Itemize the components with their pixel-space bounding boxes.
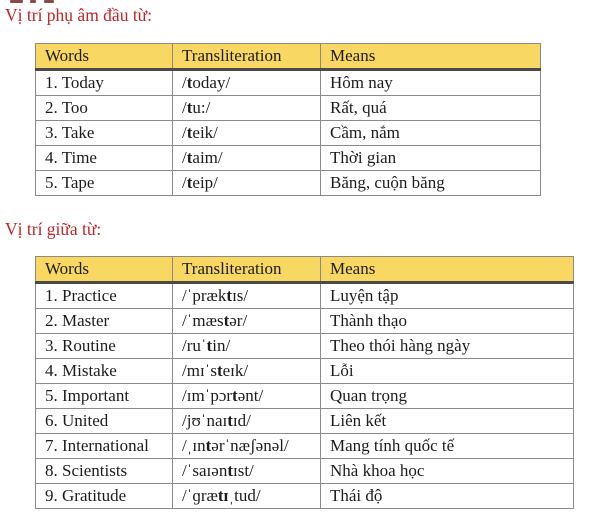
translit-segment-post: in/ [212,336,231,355]
word-cell: 3. Routine [36,334,173,359]
word-cell: 8. Scientists [36,459,173,484]
table-row [36,409,574,434]
means-cell: Lỗi [321,359,574,384]
translit-segment-bold: t [186,148,193,167]
translit-segment-post: eip/ [192,173,218,192]
word-cell: 7. International [36,434,173,459]
table-row [36,96,541,121]
translit-segment-post: ɪs/ [232,286,249,305]
word-cell: 1. Practice [36,283,173,309]
translit-segment-bold: t [186,73,193,92]
table-row [36,283,574,309]
table-row [36,484,574,509]
vocab-table-initial-position [35,43,541,196]
translit-segment-post: ənt/ [237,386,264,405]
translit-segment-post: oday/ [192,73,231,92]
translit-segment-bold: t [227,411,233,430]
means-cell: Nhà khoa học [321,459,574,484]
translit-segment-post: ɪst/ [233,461,254,480]
translit-segment-post: u:/ [192,98,211,117]
translit-segment-bold: t [186,173,193,192]
column-header-transliteration: Transliteration [173,44,321,70]
means-cell: Cầm, nắm [321,121,541,146]
translit-segment-bold: t [206,336,213,355]
means-cell: Thái độ [321,484,574,509]
translit-segment-pre: /ruˈ [182,336,207,355]
means-cell: Rất, quá [321,96,541,121]
table-header-row [36,257,574,283]
translit-segment-post: ər/ [229,311,248,330]
translit-segment-bold: t [226,286,233,305]
word-cell: 5. Tape [36,171,173,196]
transliteration-cell [173,384,321,409]
translit-segment-post: eɪk/ [222,361,249,380]
means-cell: Theo thói hàng ngày [321,334,574,359]
transliteration-cell [173,484,321,509]
word-cell: 1. Today [36,70,173,96]
translit-segment-post: ɪd/ [232,411,251,430]
translit-segment-pre: / [182,98,187,117]
translit-segment-bold: t [186,98,193,117]
column-header-means: Means [321,257,574,283]
means-cell: Hôm nay [321,70,541,96]
section-heading-initial-position: Vị trí phụ âm đầu từ: [5,5,153,25]
translit-segment-pre: /ˌɪn [182,436,206,455]
table-row [36,334,574,359]
word-cell: 9. Gratitude [36,484,173,509]
word-cell: 2. Too [36,96,173,121]
transliteration-cell [173,171,321,196]
transliteration-cell [173,409,321,434]
table-row [36,171,541,196]
means-cell: Liên kết [321,409,574,434]
transliteration-cell [173,434,321,459]
translit-segment-pre: /ˈpræk [182,286,227,305]
table-row [36,459,574,484]
transliteration-cell [173,96,321,121]
column-header-words: Words [36,257,173,283]
table-row [36,121,541,146]
word-cell: 3. Take [36,121,173,146]
translit-segment-post: ˌtud/ [228,486,261,505]
translit-segment-pre: /ˈmæs [182,311,224,330]
translit-segment-post: eik/ [192,123,218,142]
translit-segment-pre: /ˈsaɪən [182,461,228,480]
translit-segment-bold: tɪ [217,486,229,505]
means-cell: Băng, cuộn băng [321,171,541,196]
column-header-transliteration: Transliteration [173,257,321,283]
table-row [36,434,574,459]
transliteration-cell [173,121,321,146]
transliteration-cell [173,359,321,384]
transliteration-cell [173,283,321,309]
column-header-means: Means [321,44,541,70]
translit-segment-post: ərˈnæʃənəl/ [211,436,289,455]
means-cell: Thành thạo [321,309,574,334]
translit-segment-bold: t [232,386,238,405]
translit-segment-pre: / [182,123,187,142]
translit-segment-pre: /ɪmˈpɔr [182,386,233,405]
transliteration-cell [173,334,321,359]
means-cell: Quan trọng [321,384,574,409]
table-row [36,359,574,384]
translit-segment-pre: / [182,173,187,192]
translit-segment-pre: / [182,73,187,92]
means-cell: Luyện tập [321,283,574,309]
table-row [36,384,574,409]
translit-segment-pre: /ˈɡræ [182,486,218,505]
translit-segment-bold: t [227,461,233,480]
table-header-row [36,44,541,70]
translit-segment-bold: t [216,361,223,380]
word-cell: 4. Mistake [36,359,173,384]
section-heading-middle-position: Vị trí giữa từ: [5,219,102,239]
table-row [36,309,574,334]
translit-segment-pre: /mɪˈs [182,361,217,380]
transliteration-cell [173,146,321,171]
translit-segment-post: aim/ [192,148,223,167]
translit-segment-pre: / [182,148,187,167]
word-cell: 6. United [36,409,173,434]
translit-segment-bold: t [223,311,230,330]
transliteration-cell [173,459,321,484]
table-row [36,70,541,96]
means-cell: Thời gian [321,146,541,171]
translit-segment-bold: t [186,123,193,142]
word-cell: 5. Important [36,384,173,409]
vocab-table-middle-position [35,256,574,509]
transliteration-cell [173,70,321,96]
table-row [36,146,541,171]
means-cell: Mang tính quốc tế [321,434,574,459]
transliteration-cell [173,309,321,334]
translit-segment-pre: /jʊˈnaɪ [182,411,228,430]
translit-segment-bold: t [205,436,212,455]
column-header-words: Words [36,44,173,70]
word-cell: 2. Master [36,309,173,334]
word-cell: 4. Time [36,146,173,171]
